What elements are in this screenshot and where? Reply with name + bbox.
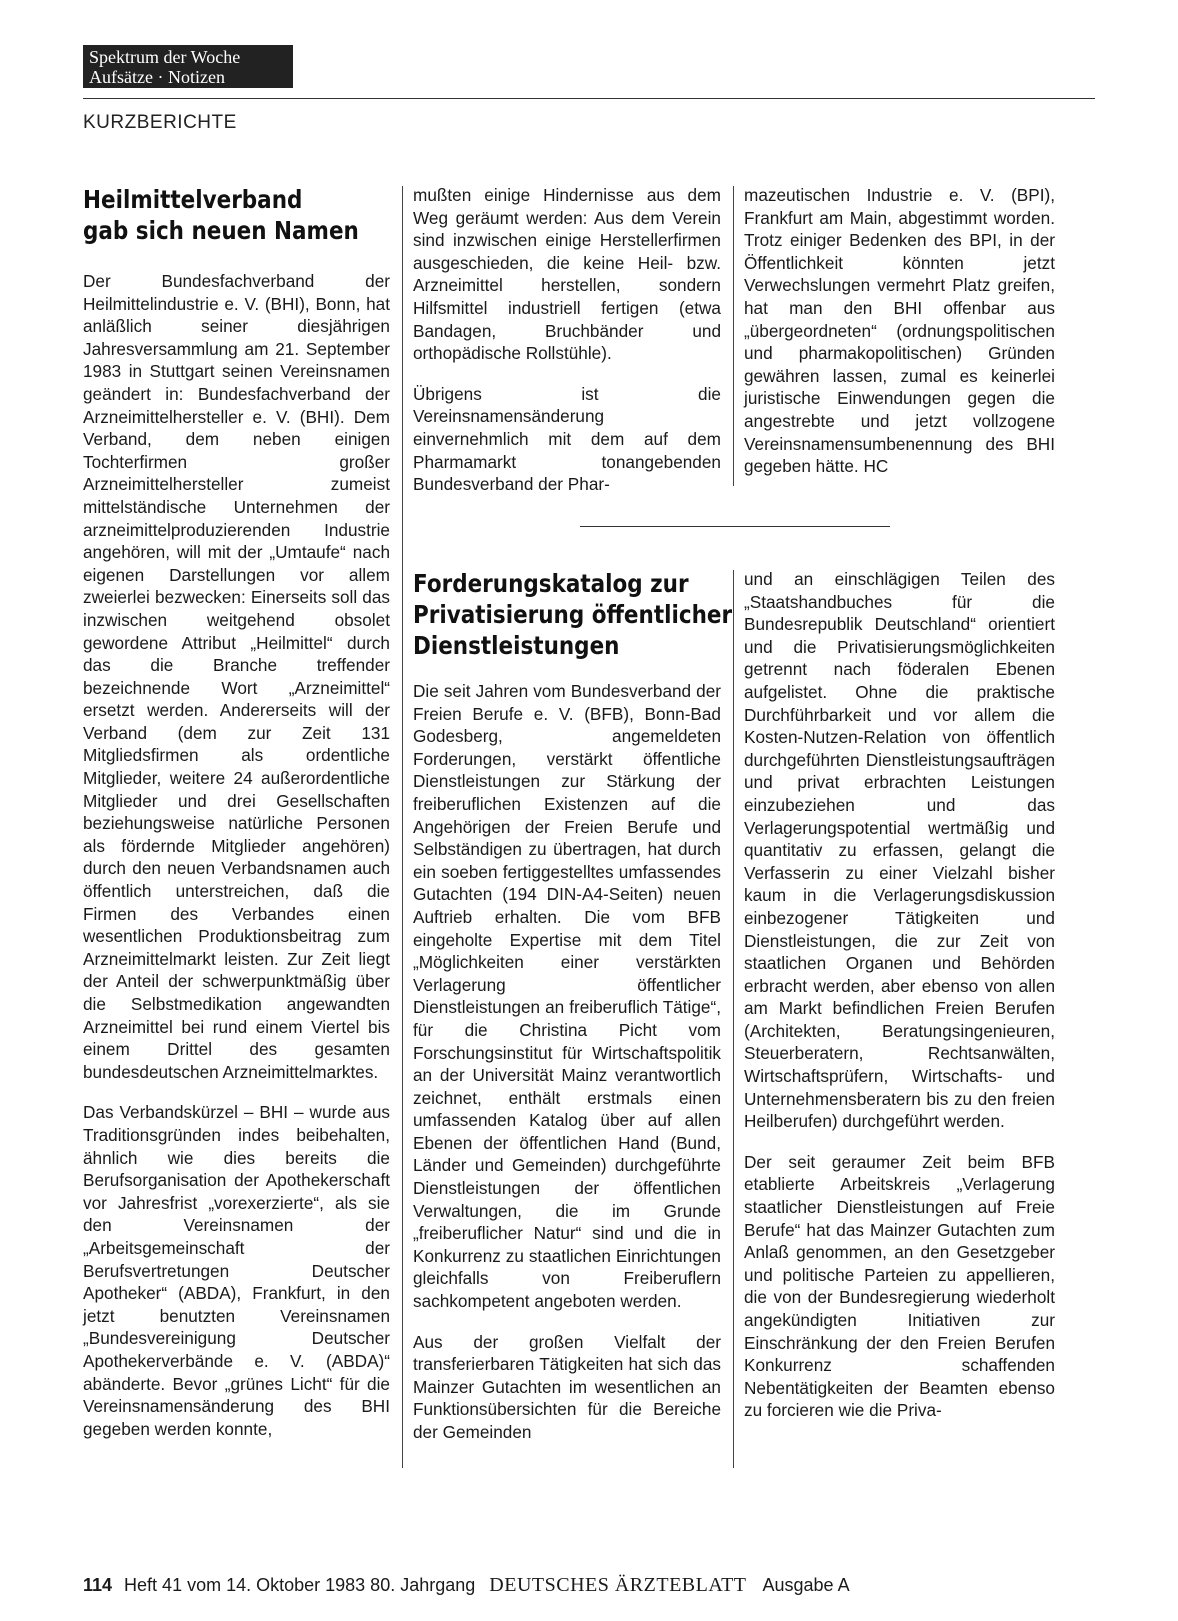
article1-paragraph: Übrigens ist die Vereinsnamensänderung einvernehmlich mit dem auf dem Pharmamarkt tonangebenden Bundesverband der Phar- <box>413 383 721 495</box>
page-number: 114 <box>83 1575 113 1595</box>
article2-title-line-3: Dienstleistungen <box>413 631 620 660</box>
section-tag <box>83 45 293 88</box>
page-footer <box>83 1574 850 1597</box>
article2-title-line-2: Privatisierung öffentlicher <box>413 600 733 629</box>
journal-name: DEUTSCHES ÄRZTEBLATT <box>489 1574 747 1596</box>
article1-paragraph: mußten einige Hindernisse aus dem Weg geräumt werden: Aus dem Verein sind inzwischen einige Herstellerfirmen ausgeschieden, die keine Heil- bzw. Arzneimittel herstellen, sondern Hilfsmittel industriell fertigen (etwa Bandagen, Bruchbänder und orthopädische Rollstühle). <box>413 185 721 364</box>
edition-label: Ausgabe A <box>762 1575 850 1595</box>
article2-paragraph: Aus der großen Vielfalt der transferierbaren Tätigkeiten hat sich das Mainzer Gutachten im wesentlichen an Funktionsübersichten für die Bereiche der Gemeinden <box>413 1331 721 1442</box>
rubric-label: KURZBERICHTE <box>83 112 237 133</box>
article1-paragraph: Der Bundesfachverband der Heilmittelindustrie e. V. (BHI), Bonn, hat anläßlich seiner diesjährigen Jahresversammlung am 21. September 1983 in Stuttgart seinen Vereinsnamen geändert in: Bundesfachverband der Arzneimittelhersteller e. V. (BHI). Dem Verband, dem neben einigen Tochterfirmen großer Arzneimittelhersteller zumeist mittelständische Unternehmen der arzneimittelproduzierenden Industrie angehören, will mit der „Umtaufe“ nach eigenen Darstellungen vor allem zweierlei bezwecken: Einerseits soll das inzwischen weitgehend obsolet gewordene Attribut „Heilmittel“ durch das die Branche treffender bezeichnende Wort „Arzneimittel“ ersetzt werden. Andererseits will der Verband (dem zur Zeit 131 Mitgliedsfirmen als ordentliche Mitglieder, weitere 24 außerordentliche Mitglieder und drei Gesellschaften beziehungsweise natürliche Personen als fördernde Mitglieder angehören) durch den neuen Verbandsnamen auch öffentlich unterstreichen, daß die Firmen des Verbandes einen wesentlichen Produktionsbeitrag zum Arzneimittelmarkt leisten. Zur Zeit liegt der Anteil der schwerpunktmäßig über die Selbstmedikation angewandten Arzneimittel bei rund einem Viertel bis einem Drittel des gesamten bundesdeutschen Arzneimittelmarktes. <box>83 271 390 1082</box>
article2-column-2 <box>413 680 721 1444</box>
article2-title-line-1: Forderungskatalog zur <box>413 569 689 598</box>
article1-column-3 <box>744 184 1055 478</box>
header-rule <box>83 98 1095 99</box>
column-divider-2-bottom <box>733 570 734 1468</box>
article1-paragraph: mazeutischen Industrie e. V. (BPI), Frankfurt am Main, abgestimmt worden. Trotz einiger Bedenken des BPI, in der Öffentlichkeit könnten jetzt Verwechslungen vermehrt Platz greifen, hat man den BHI offenbar aus „übergeordneten“ (ordnungspolitischen und pharmakopolitischen) Gründen gewähren lassen, zumal es keinerlei juristische Einwendungen gegen die angestrebte und jetzt vollzogene Vereinsnamensumbenennung des BHI gegeben hätte. HC <box>744 185 1055 477</box>
column-divider-2-top <box>733 186 734 486</box>
article2-title <box>413 568 732 661</box>
article1-paragraph: Das Verbandskürzel – BHI – wurde aus Traditionsgründen indes beibehalten, ähnlich wie dies bereits die Berufsorganisation der Apothekerschaft vor Jahresfrist „vorexerzierte“, als sie den Vereinsnamen der „Arbeitsgemeinschaft der Berufsvertretungen Deutscher Apotheker“ (ABDA), Frankfurt, in den jetzt benutzten Vereinsnamen „Bundesvereinigung Deutscher Apothekerverbände e. V. (ABDA)“ abänderte. Bevor „grünes Licht“ für die Vereinsnamensänderung des BHI gegeben werden konnte, <box>83 1102 390 1439</box>
article2-paragraph: und an einschlägigen Teilen des „Staatshandbuches für die Bundesrepublik Deutschland“ orientiert und die Privatisierungsmöglichkeiten getrennt nach föderalen Ebenen aufgelistet. Ohne die praktische Durchführbarkeit und vor allem die Kosten-Nutzen-Relation von öffentlich durchgeführten Dienstleistungsaufträgen und privat erbrachten Leistungen einzubeziehen und das Verlagerungspotential wertmäßig und quantitativ zu erfassen, gelangt die Verfasserin zu einer Vielzahl bisher kaum in die Verlagerungsdiskussion einbezogener Tätigkeiten und Dienstleistungen, die zur Zeit von staatlichen Organen und Behörden erbracht werden, aber ebenso von allen am Markt befindlichen Freien Berufen (Architekten, Beratungsingenieuren, Steuerberatern, Rechtsanwälten, Wirtschaftsprüfern, Wirtschafts- und Unternehmensberatern bis zu den freien Heilberufen) durchgeführt werden. <box>744 569 1055 1132</box>
article1-title-line-1: Heilmittelverband <box>83 185 303 214</box>
section-tag-line-1: Spektrum der Woche <box>89 47 241 67</box>
column-divider-1 <box>402 186 403 1468</box>
article-separator <box>580 526 890 527</box>
article1-column-2 <box>413 184 721 496</box>
article2-paragraph: Der seit geraumer Zeit beim BFB etablierte Arbeitskreis „Verlagerung staatlicher Dienstleistungen auf Freie Berufe“ hat das Mainzer Gutachten zum Anlaß genommen, an den Gesetzgeber und politische Parteien zu appellieren, die von der Bundesregierung wiederholt angekündigten Initiativen zur Einschränkung der den Freien Berufen Konkurrenz schaffenden Nebentätigkeiten der Beamten ebenso zu forcieren wie die Priva- <box>744 1151 1055 1421</box>
section-tag-line-2: Aufsätze · Notizen <box>89 67 225 87</box>
article1-title <box>83 184 359 246</box>
article1-column-1 <box>83 270 390 1440</box>
article1-title-line-2: gab sich neuen Namen <box>83 216 359 245</box>
article2-column-3 <box>744 568 1055 1422</box>
article2-paragraph: Die seit Jahren vom Bundesverband der Freien Berufe e. V. (BFB), Bonn-Bad Godesberg, angemeldeten Forderungen, verstärkt öffentliche Dienstleistungen zur Stärkung der freiberuflichen Existenzen auf die Angehörigen der Freien Berufe und Selbständigen zu übertragen, hat durch ein soeben fertiggestelltes umfassendes Gutachten (194 DIN-A4-Seiten) neuen Auftrieb erhalten. Die vom BFB eingeholte Expertise mit dem Titel „Möglichkeiten einer verstärkten Verlagerung öffentlicher Dienstleistungen an freiberuflich Tätige“, für die Christina Picht vom Forschungsinstitut für Wirtschaftspolitik an der Universität Mainz verantwortlich zeichnet, enthält erstmals einen umfassenden Katalog über auf allen Ebenen der öffentlichen Hand (Bund, Länder und Gemeinden) durchgeführte Dienstleistungen der öffentlichen Verwaltungen, die im Grunde „freiberuflicher Natur“ sind und die in Konkurrenz zu staatlichen Einrichtungen gleichfalls von Freiberuflern sachkompetent angeboten werden. <box>413 681 721 1312</box>
issue-info: Heft 41 vom 14. Oktober 1983 80. Jahrgang <box>124 1575 476 1595</box>
